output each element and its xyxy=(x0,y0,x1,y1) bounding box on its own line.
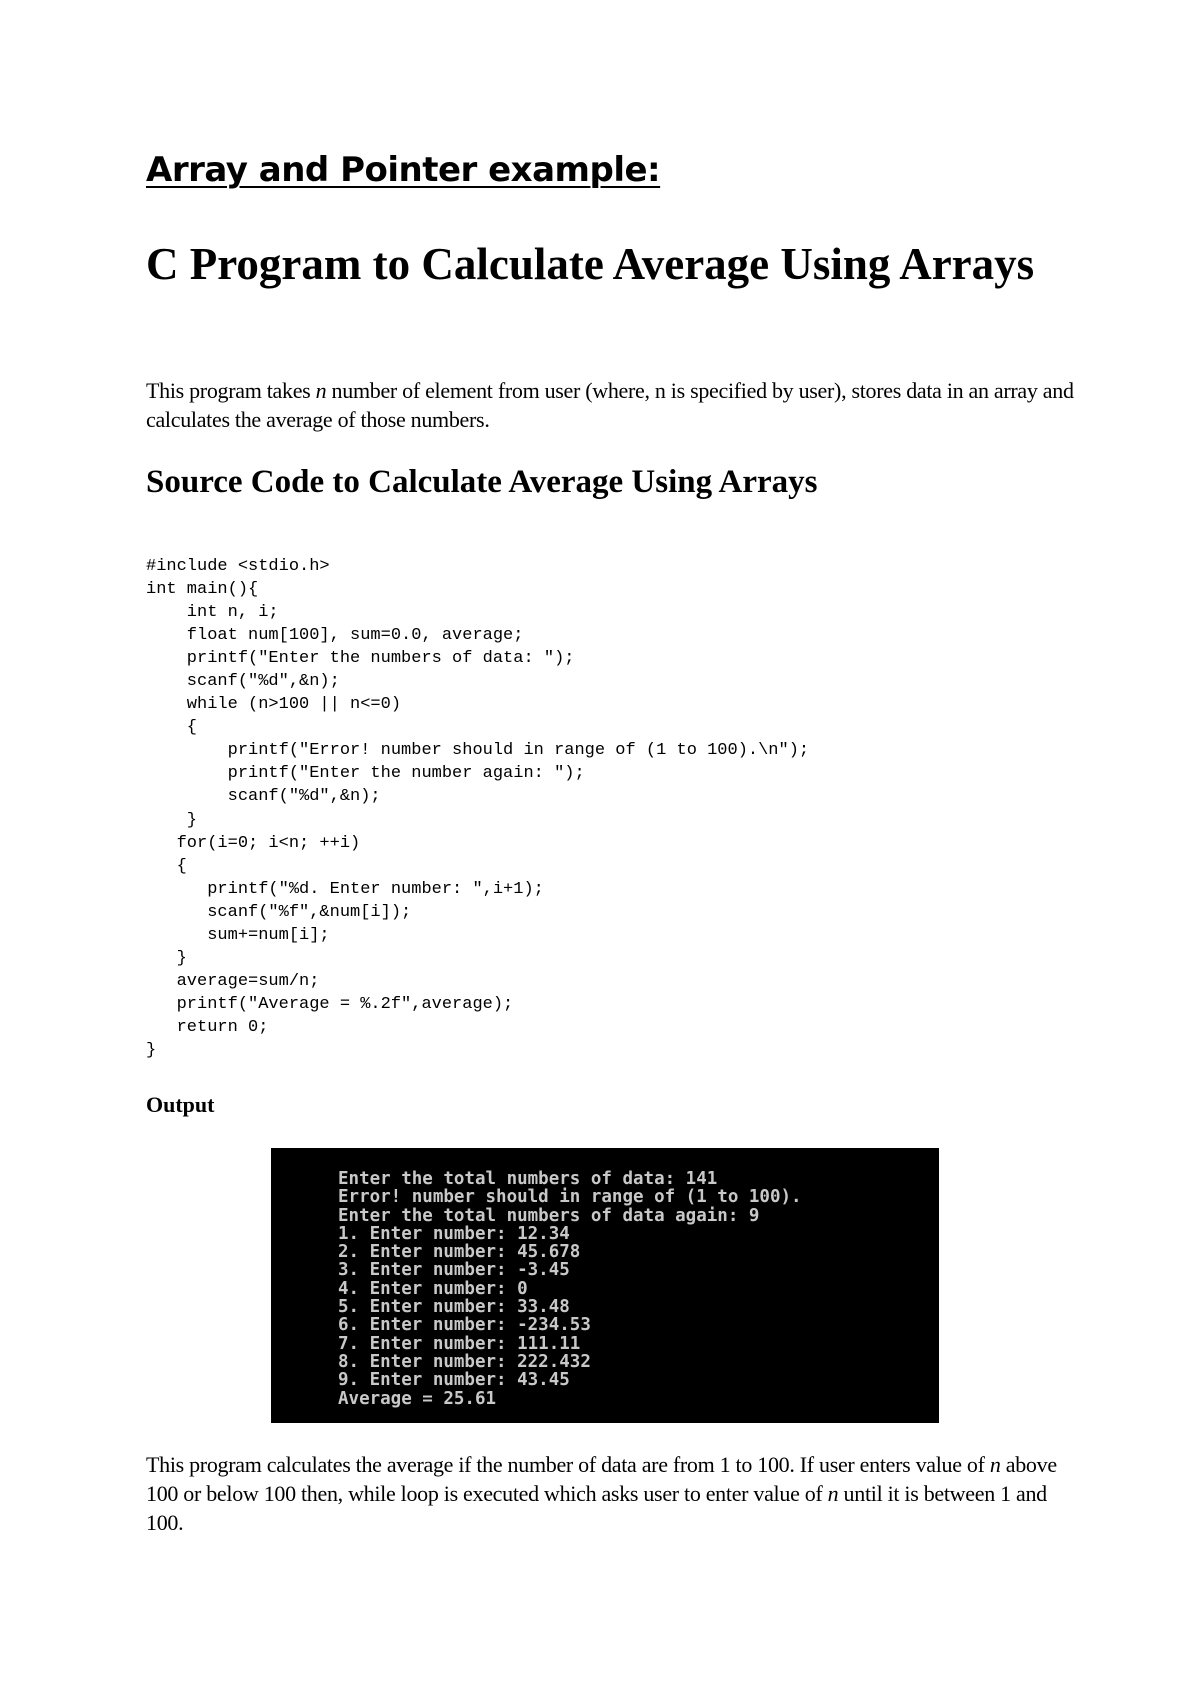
code-line: } xyxy=(146,948,187,968)
console-line: 5. Enter number: 33.48 xyxy=(338,1297,570,1318)
page-heading: Array and Pointer example: xyxy=(146,150,661,190)
section-title: Source Code to Calculate Average Using Arrays xyxy=(146,464,818,500)
code-line: int main(){ xyxy=(146,580,259,600)
code-line: #include <stdio.h> xyxy=(146,557,330,576)
output-label: Output xyxy=(146,1092,215,1117)
code-line: float num[100], sum=0.0, average; xyxy=(146,626,524,646)
code-block xyxy=(146,555,809,1062)
code-line: while (n>100 || n<=0) xyxy=(146,695,402,715)
article-title: C Program to Calculate Average Using Arrays xyxy=(146,239,1035,289)
code-line: printf("Enter the number again: "); xyxy=(146,764,585,784)
conclusion-variable-n: n xyxy=(989,1452,1001,1477)
intro-text-1: This program takes xyxy=(146,378,316,403)
code-line: } xyxy=(146,810,198,830)
code-line: int n, i; xyxy=(146,603,279,623)
console-line: 7. Enter number: 111.11 xyxy=(338,1333,581,1354)
console-line: 2. Enter number: 45.678 xyxy=(338,1242,581,1263)
code-line: printf("Enter the numbers of data: "); xyxy=(146,649,575,669)
code-line: sum+=num[i]; xyxy=(146,925,330,945)
console-line: 9. Enter number: 43.45 xyxy=(338,1370,570,1391)
code-line: scanf("%f",&num[i]); xyxy=(146,902,412,922)
code-line: printf("Average = %.2f",average); xyxy=(146,994,514,1014)
intro-variable-n: n xyxy=(315,378,327,403)
console-line: 4. Enter number: 0 xyxy=(338,1278,528,1299)
console-line: Error! number should in range of (1 to 100). xyxy=(338,1187,802,1208)
console-line: 6. Enter number: -234.53 xyxy=(338,1315,591,1336)
code-line: scanf("%d",&n); xyxy=(146,787,381,807)
code-line: average=sum/n; xyxy=(146,971,320,991)
console-line: Enter the total numbers of data again: 9 xyxy=(338,1205,760,1226)
conclusion-text-3: until it is between 1 and 100. xyxy=(146,1481,1047,1535)
conclusion-variable-n: n xyxy=(827,1481,839,1506)
code-line: printf("Error! number should in range of (1 to 100).\n"); xyxy=(146,741,810,761)
code-line: for(i=0; i<n; ++i) xyxy=(146,833,361,853)
console-line: 3. Enter number: -3.45 xyxy=(338,1260,570,1281)
code-line: { xyxy=(146,856,187,876)
conclusion-text-2: above 100 or below 100 then, while loop is executed which asks user to enter value of xyxy=(146,1452,1057,1506)
console-text xyxy=(338,1170,802,1408)
console-line: Enter the total numbers of data: 141 xyxy=(338,1169,718,1189)
code-line: printf("%d. Enter number: ",i+1); xyxy=(146,879,544,899)
console-line: 1. Enter number: 12.34 xyxy=(338,1223,570,1244)
conclusion-paragraph xyxy=(146,1450,1076,1537)
console-output-screenshot xyxy=(271,1148,939,1423)
code-line: scanf("%d",&n); xyxy=(146,672,340,692)
code-line: { xyxy=(146,718,198,738)
conclusion-text-1: This program calculates the average if the number of data are from 1 to 100. If user enters value of xyxy=(146,1452,990,1477)
intro-paragraph xyxy=(146,376,1096,434)
console-line: Average = 25.61 xyxy=(338,1388,497,1409)
console-line: 8. Enter number: 222.432 xyxy=(338,1351,591,1372)
intro-text-2: number of element from user (where, n is specified by user), stores data in an array and calculates the average of those numbers. xyxy=(146,378,1074,432)
code-line: return 0; xyxy=(146,1017,269,1037)
code-line: } xyxy=(146,1040,157,1060)
